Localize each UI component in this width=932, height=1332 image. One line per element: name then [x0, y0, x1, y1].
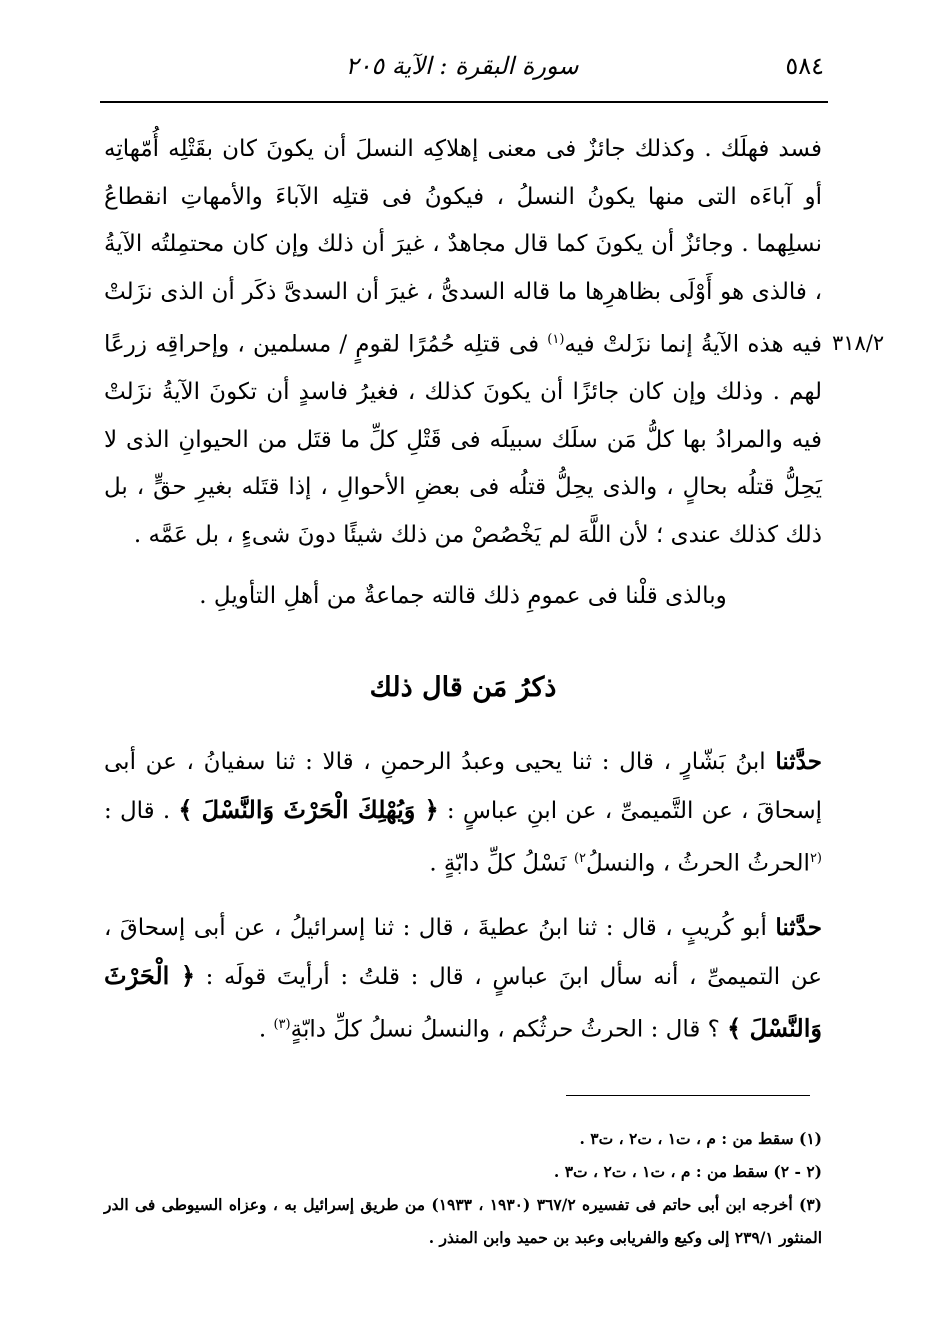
hadith-2-text-b: ؟ قال : الحرثُ حرثُكم ، والنسلُ نسلُ كلِّ دابّةٍ [290, 1016, 728, 1043]
hadith-1-text-b: . قال : [104, 798, 179, 824]
hadith-1-text-d: نَسْلُ كلِّ دابّةٍ . [429, 850, 574, 877]
hadith-2-text-c: . [258, 1016, 274, 1043]
footnote-rule [566, 1095, 810, 1096]
margin-volume-page-note: ٣١٨/٢ [832, 331, 885, 355]
paragraph-1 [104, 126, 822, 559]
footnote-1: (١) سقط من : م ، ت١ ، ت٢ ، ت٣ . [579, 1129, 822, 1148]
hadith-1 [104, 738, 822, 888]
hadith-2-chain: أبو كُريبٍ ، قال : ثنا ابنُ عطيةَ ، قال : ثنا إسرائيلُ ، عن أبى إسحاقَ ، عن التميمىِّ ، أنه سأل ابنَ عباسٍ ، قال : قلتُ : أرأيتَ قولَه : [104, 915, 822, 990]
footnote-ref-2-close: ٢) [573, 851, 587, 866]
paragraph-2: وبالذى قلْنا فى عمومِ ذلك قالته جماعةٌ من أهلِ التأويلِ . [199, 583, 727, 610]
hadith-1-opener: حدَّثنا [775, 748, 822, 775]
hadith-2 [104, 904, 822, 1054]
page-number: ٥٨٤ [785, 52, 824, 80]
footnote-ref-2-open: (٢ [809, 851, 822, 866]
page-header [100, 52, 824, 92]
footnote-ref-3: (٣) [273, 1017, 291, 1032]
footnote-3: (٣) أخرجه ابن أبى حاتم فى تفسيره ٣٦٧/٢ (١٩٣٠ ، ١٩٣٣) من طريق إسرائيل به ، وعزاه السيوطى فى الدر المنثور ٢٣٩/١ إلى وكيع والفريابى وعبد بن حميد وابن المنذر . [104, 1195, 822, 1247]
section-title: ذكرُ مَن قال ذلك [369, 672, 557, 703]
paragraph-1-part-b: فى قتلِه حُمُرًا لقومٍ / مسلمين ، وإحراقِه زرعًا لهم . وذلك وإن كان جائزًا أن يكونَ كذلك ، فغيرُ فاسدٍ أن تكونَ الآيةُ نزَلتْ فيه والمرادُ بها كلُّ مَن سلَك سبيلَه فى قَتْلِ كلِّ ما قتَل من الحيوانِ الذى لا يَحِلُّ قتلُه بحالٍ ، والذى يحِلُّ قتلُه فى بعضِ الأحوالِ ، إذا قتَله بغيرِ حقٍّ ، بل ذلك كذلك عندى ؛ لأن اللَّهَ لم يَخْصُصْ من ذلك شيئًا دونَ شىءٍ ، بل عَمَّه . [104, 331, 822, 548]
hadith-1-chain: ابنُ بَشّارٍ ، قال : ثنا يحيى وعبدُ الرحمنِ ، قالا : ثنا سفيانُ ، عن أبى إسحاقَ ، عن التَّميمىِّ ، عن ابنِ عباسٍ : [104, 749, 822, 824]
footnote-ref-1: (١) [547, 332, 565, 347]
header-rule [100, 101, 828, 103]
hadith-2-opener: حدَّثنا [775, 914, 822, 941]
footnotes [104, 1122, 822, 1254]
running-title: سورة البقرة : الآية ٢٠٥ [345, 52, 579, 80]
footnote-2: (٢ - ٢) سقط من : م ، ت١ ، ت٢ ، ت٣ . [553, 1162, 822, 1181]
hadith-1-text-c: الحرثُ الحرثُ ، والنسلُ [586, 850, 810, 877]
hadith-1-quran-quote: ﴿ وَيُهْلِكَ الْحَرْثَ وَالنَّسْلَ ﴾ [178, 795, 439, 824]
hadith-2-quran-quote: ﴿ الْحَرْثَ وَالنَّسْلَ ﴾ [104, 961, 822, 1043]
paragraph-1-part-a: فسد فهلَك . وكذلك جائزٌ فى معنى إهلاكِه النسلَ أن يكونَ كان بقَتْلِه أُمّهاتِه أو آباءَه التى منها يكونُ النسلُ ، فيكونُ فى قتلِه الآباءَ والأمهاتِ انقطاعُ نسلِهما . وجائزٌ أن يكونَ كما قال مجاهدٌ ، غيرَ أن ذلك وإن كان محتمِلتُه الآيةُ ، فالذى هو أَوْلَى بظاهرِها ما قاله السدىُّ ، غيرَ أن السدىَّ ذكَر أن الذى نزَلتْ فيه هذه الآيةُ إنما نزَلتْ فيه [104, 136, 822, 358]
main-text [104, 126, 822, 621]
